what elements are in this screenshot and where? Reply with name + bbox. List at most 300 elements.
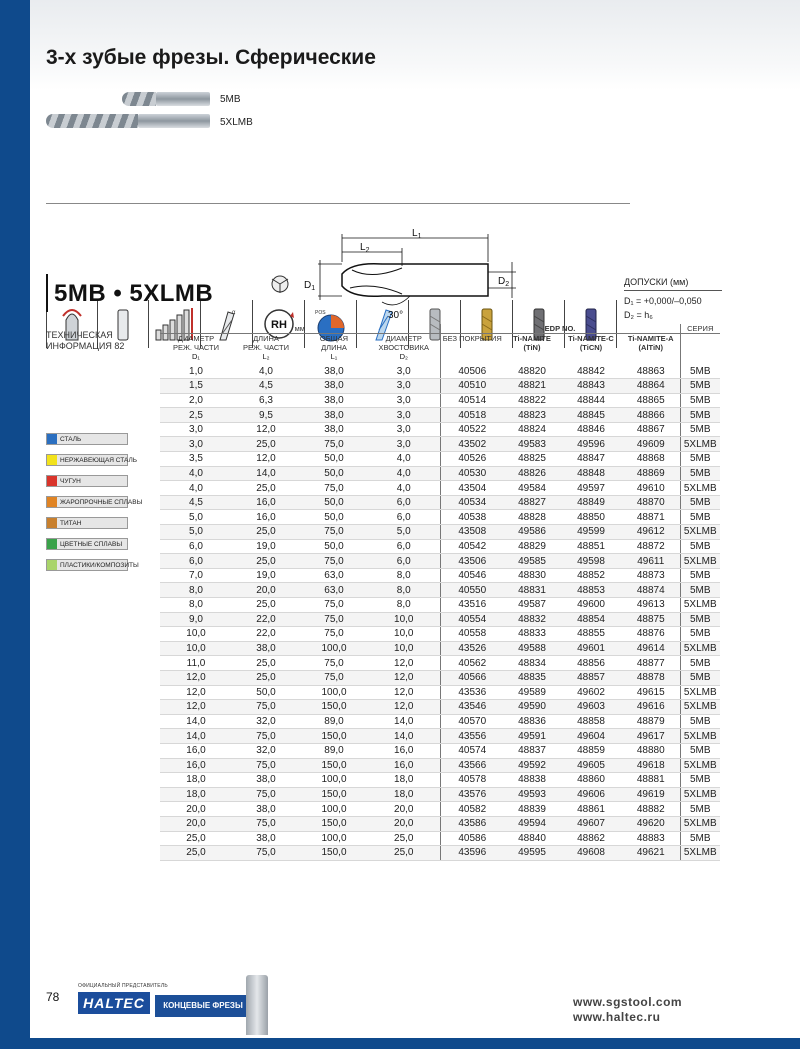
table-cell: 5XLMB <box>680 481 720 496</box>
table-cell: 89,0 <box>300 743 368 758</box>
l1-label: $L_1$ <box>412 228 422 240</box>
table-cell: 48850 <box>560 510 622 525</box>
table-cell: 10,0 <box>368 612 440 627</box>
table-cell: 49610 <box>622 481 680 496</box>
table-cell: 49614 <box>622 641 680 656</box>
table-cell: 63,0 <box>300 583 368 598</box>
material-non-ferrous: ЦВЕТНЫЕ СПЛАВЫ <box>46 538 128 550</box>
table-cell: 100,0 <box>300 802 368 817</box>
haltec-logo: HALTEC <box>78 992 150 1014</box>
table-row <box>160 583 720 598</box>
tool-label-5mb: 5MB <box>220 94 241 105</box>
table-cell: 5MB <box>680 393 720 408</box>
table-cell: 48874 <box>622 583 680 598</box>
table-cell: 5MB <box>680 408 720 423</box>
material-steel: СТАЛЬ <box>46 433 128 445</box>
table-row <box>160 641 720 656</box>
table-cell: 5XLMB <box>680 729 720 744</box>
table-cell: 75,0 <box>232 846 300 861</box>
table-cell: 49606 <box>560 787 622 802</box>
table-cell: 49593 <box>504 787 560 802</box>
material-swatch <box>47 455 57 465</box>
table-cell: 43566 <box>440 758 504 773</box>
table-cell: 100,0 <box>300 641 368 656</box>
table-cell: 48851 <box>560 539 622 554</box>
table-cell: 150,0 <box>300 758 368 773</box>
tolerances-title: ДОПУСКИ (мм) <box>624 277 689 287</box>
table-cell: 5XLMB <box>680 758 720 773</box>
table-cell: 8,0 <box>160 583 232 598</box>
table-cell: 16,0 <box>232 510 300 525</box>
table-cell: 49611 <box>622 554 680 569</box>
table-cell: 48880 <box>622 743 680 758</box>
table-cell: 49594 <box>504 816 560 831</box>
table-cell: 5MB <box>680 831 720 846</box>
table-cell: 5MB <box>680 627 720 642</box>
table-cell: 48834 <box>504 656 560 671</box>
table-cell: 38,0 <box>232 773 300 788</box>
table-cell: 43576 <box>440 787 504 802</box>
group-mm: мм <box>160 324 440 334</box>
table-cell: 100,0 <box>300 831 368 846</box>
table-cell: 100,0 <box>300 773 368 788</box>
table-cell: 48831 <box>504 583 560 598</box>
table-cell: 5XLMB <box>680 641 720 656</box>
table-cell: 5XLMB <box>680 787 720 802</box>
table-cell: 75,0 <box>300 670 368 685</box>
table-cell: 49603 <box>560 700 622 715</box>
rep-label: ОФИЦИАЛЬНЫЙ ПРЕДСТАВИТЕЛЬ <box>78 983 168 989</box>
table-cell: 11,0 <box>160 656 232 671</box>
table-cell: 43526 <box>440 641 504 656</box>
table-cell: 3,0 <box>368 437 440 452</box>
table-cell: 40550 <box>440 583 504 598</box>
table-cell: 4,0 <box>160 466 232 481</box>
table-cell: 3,0 <box>368 422 440 437</box>
table-cell: 25,0 <box>232 598 300 613</box>
table-cell: 49621 <box>622 846 680 861</box>
url-haltec[interactable]: www.haltec.ru <box>573 1010 661 1024</box>
table-cell: 19,0 <box>232 539 300 554</box>
table-cell: 48866 <box>622 408 680 423</box>
table-cell: 75,0 <box>300 437 368 452</box>
table-cell: 49600 <box>560 598 622 613</box>
table-cell: 5MB <box>680 568 720 583</box>
table-cell: 5XLMB <box>680 525 720 540</box>
table-cell: 40574 <box>440 743 504 758</box>
table-cell: 49586 <box>504 525 560 540</box>
table-cell: 150,0 <box>300 700 368 715</box>
material-composites: ПЛАСТИКИ/КОМПОЗИТЫ <box>46 559 128 571</box>
table-cell: 20,0 <box>232 583 300 598</box>
table-cell: 6,0 <box>368 510 440 525</box>
table-cell: 48827 <box>504 495 560 510</box>
table-cell: 40570 <box>440 714 504 729</box>
material-swatch <box>47 518 57 528</box>
col-header: ДИАМЕТР РЕЖ. ЧАСТИ D₁ <box>172 334 220 361</box>
table-cell: 4,0 <box>368 452 440 467</box>
divider <box>624 290 722 291</box>
table-cell: 5MB <box>680 379 720 394</box>
table-cell: 48836 <box>504 714 560 729</box>
angle-label: 30° <box>388 310 404 321</box>
table-row <box>160 802 720 817</box>
table-cell: 25,0 <box>160 831 232 846</box>
col-header: ОБЩАЯ ДЛИНА L₁ <box>319 334 349 361</box>
table-cell: 43596 <box>440 846 504 861</box>
table-cell: 1,5 <box>160 379 232 394</box>
table-cell: 5MB <box>680 656 720 671</box>
table-cell: 48847 <box>560 452 622 467</box>
table-row <box>160 612 720 627</box>
table-row <box>160 466 720 481</box>
table-cell: 43586 <box>440 816 504 831</box>
table-row <box>160 743 720 758</box>
table-cell: 38,0 <box>300 422 368 437</box>
table-cell: 100,0 <box>300 685 368 700</box>
material-stainless: НЕРЖАВЕЮЩАЯ СТАЛЬ <box>46 454 128 466</box>
table-cell: 5MB <box>680 452 720 467</box>
table-cell: 40526 <box>440 452 504 467</box>
table-cell: 25,0 <box>232 554 300 569</box>
table-cell: 43516 <box>440 598 504 613</box>
table-cell: 48835 <box>504 670 560 685</box>
table-cell: 49584 <box>504 481 560 496</box>
table-cell: 48849 <box>560 495 622 510</box>
material-swatch <box>47 476 57 486</box>
table-cell: 43536 <box>440 685 504 700</box>
col-header: ДЛИНА РЕЖ. ЧАСТИ L₂ <box>242 334 290 361</box>
table-cell: 38,0 <box>232 641 300 656</box>
table-cell: 48878 <box>622 670 680 685</box>
table-cell: 75,0 <box>232 787 300 802</box>
table-row <box>160 525 720 540</box>
table-cell: 49605 <box>560 758 622 773</box>
table-cell: 49619 <box>622 787 680 802</box>
table-cell: 5MB <box>680 539 720 554</box>
table-cell: 5XLMB <box>680 437 720 452</box>
table-cell: 48842 <box>560 364 622 379</box>
table-cell: 3,0 <box>160 422 232 437</box>
table-cell: 25,0 <box>232 437 300 452</box>
material-heat-resistant: ЖАРОПРОЧНЫЕ СПЛАВЫ <box>46 496 128 508</box>
table-row <box>160 481 720 496</box>
table-cell: 8,0 <box>368 568 440 583</box>
table-row <box>160 787 720 802</box>
table-cell: 7,0 <box>160 568 232 583</box>
table-cell: 48846 <box>560 422 622 437</box>
table-cell: 49587 <box>504 598 560 613</box>
table-row <box>160 598 720 613</box>
table-cell: 40538 <box>440 510 504 525</box>
table-cell: 50,0 <box>300 495 368 510</box>
table-cell: 48833 <box>504 627 560 642</box>
table-cell: 8,0 <box>160 598 232 613</box>
table-cell: 48852 <box>560 568 622 583</box>
table-cell: 25,0 <box>232 656 300 671</box>
table-cell: 75,0 <box>300 598 368 613</box>
table-cell: 12,0 <box>368 700 440 715</box>
d2-label: $D_2$ <box>498 276 510 288</box>
table-cell: 40582 <box>440 802 504 817</box>
table-cell: 150,0 <box>300 816 368 831</box>
table-cell: 48869 <box>622 466 680 481</box>
table-cell: 48881 <box>622 773 680 788</box>
table-row <box>160 568 720 583</box>
col-header: Ti-NAMITE (TiN) <box>513 334 551 352</box>
table-cell: 3,0 <box>160 437 232 452</box>
table-cell: 5XLMB <box>680 598 720 613</box>
table-cell: 48855 <box>560 627 622 642</box>
table-cell: 75,0 <box>300 554 368 569</box>
material-cast-iron: ЧУГУН <box>46 475 128 487</box>
table-cell: 40578 <box>440 773 504 788</box>
table-cell: 16,0 <box>160 743 232 758</box>
material-swatch <box>47 560 57 570</box>
table-cell: 2,0 <box>160 393 232 408</box>
table-cell: 48848 <box>560 466 622 481</box>
table-cell: 5MB <box>680 510 720 525</box>
table-cell: 25,0 <box>368 846 440 861</box>
table-cell: 38,0 <box>300 379 368 394</box>
table-cell: 40534 <box>440 495 504 510</box>
table-cell: 5XLMB <box>680 685 720 700</box>
table-cell: 40518 <box>440 408 504 423</box>
table-cell: 48840 <box>504 831 560 846</box>
table-cell: 20,0 <box>160 802 232 817</box>
table-cell: 49602 <box>560 685 622 700</box>
table-cell: 12,0 <box>368 685 440 700</box>
table-cell: 49596 <box>560 437 622 452</box>
group-edp: EDP NO. <box>440 324 680 334</box>
table-cell: 8,0 <box>368 598 440 613</box>
table-cell: 5MB <box>680 364 720 379</box>
table-cell: 22,0 <box>232 627 300 642</box>
table-cell: 5XLMB <box>680 554 720 569</box>
table-cell: 49616 <box>622 700 680 715</box>
table-cell: 48837 <box>504 743 560 758</box>
table-cell: 14,0 <box>368 714 440 729</box>
table-cell: 10,0 <box>368 641 440 656</box>
table-cell: 12,0 <box>232 452 300 467</box>
tool-label-5xlmb: 5XLMB <box>220 117 253 128</box>
table-cell: 6,0 <box>368 495 440 510</box>
table-cell: 12,0 <box>368 670 440 685</box>
table-cell: 48845 <box>560 408 622 423</box>
table-cell: 48825 <box>504 452 560 467</box>
table-cell: 3,0 <box>368 408 440 423</box>
table-cell: 38,0 <box>232 831 300 846</box>
table-cell: 48844 <box>560 393 622 408</box>
table-cell: 16,0 <box>232 495 300 510</box>
table-cell: 150,0 <box>300 846 368 861</box>
table-cell: 20,0 <box>368 816 440 831</box>
category-label: КОНЦЕВЫЕ ФРЕЗЫ <box>155 995 251 1017</box>
table-cell: 49591 <box>504 729 560 744</box>
table-cell: 40546 <box>440 568 504 583</box>
table-cell: 43502 <box>440 437 504 452</box>
table-cell: 48876 <box>622 627 680 642</box>
table-cell: 20,0 <box>368 802 440 817</box>
table-cell: 16,0 <box>160 758 232 773</box>
table-cell: 50,0 <box>232 685 300 700</box>
table-cell: 14,0 <box>160 714 232 729</box>
table-cell: 48864 <box>622 379 680 394</box>
table-row <box>160 685 720 700</box>
table-row <box>160 773 720 788</box>
table-cell: 63,0 <box>300 568 368 583</box>
tolerance-d2: D₂ = h₆ <box>624 310 653 320</box>
table-body <box>160 364 720 860</box>
table-cell: 48822 <box>504 393 560 408</box>
table-row <box>160 539 720 554</box>
material-swatch <box>47 497 57 507</box>
product-table <box>160 324 720 861</box>
table-cell: 16,0 <box>368 743 440 758</box>
table-cell: 12,0 <box>160 670 232 685</box>
table-cell: 75,0 <box>300 612 368 627</box>
table-cell: 48838 <box>504 773 560 788</box>
table-row <box>160 422 720 437</box>
table-cell: 48875 <box>622 612 680 627</box>
table-row <box>160 437 720 452</box>
table-row <box>160 846 720 861</box>
table-cell: 4,0 <box>232 364 300 379</box>
table-cell: 1,0 <box>160 364 232 379</box>
table-cell: 48856 <box>560 656 622 671</box>
l2-label: $L_2$ <box>360 242 370 254</box>
table-cell: 48823 <box>504 408 560 423</box>
tech-info-link[interactable]: ТЕХНИЧЕСКАЯ ИНФОРМАЦИЯ 82 <box>46 330 125 351</box>
table-row <box>160 408 720 423</box>
table-row <box>160 393 720 408</box>
table-cell: 48871 <box>622 510 680 525</box>
table-cell: 40542 <box>440 539 504 554</box>
table-cell: 48826 <box>504 466 560 481</box>
header-band <box>30 0 800 90</box>
table-cell: 48882 <box>622 802 680 817</box>
table-row <box>160 627 720 642</box>
table-cell: 48854 <box>560 612 622 627</box>
table-cell: 40554 <box>440 612 504 627</box>
table-cell: 38,0 <box>300 364 368 379</box>
table-cell: 49607 <box>560 816 622 831</box>
category-tool-icon <box>246 975 268 1035</box>
table-cell: 50,0 <box>300 452 368 467</box>
table-cell: 49595 <box>504 846 560 861</box>
table-header-row <box>160 334 720 365</box>
table-cell: 12,0 <box>232 422 300 437</box>
table-cell: 4,0 <box>160 481 232 496</box>
table-cell: 9,0 <box>160 612 232 627</box>
table-cell: 75,0 <box>300 481 368 496</box>
table-cell: 5XLMB <box>680 700 720 715</box>
tolerance-d1: D₁ = +0,000/–0,050 <box>624 296 702 306</box>
table-cell: 43506 <box>440 554 504 569</box>
material-titanium: ТИТАН <box>46 517 128 529</box>
table-cell: 48857 <box>560 670 622 685</box>
svg-text:POS: POS <box>315 310 326 316</box>
table-cell: 6,0 <box>368 554 440 569</box>
svg-text:α: α <box>232 310 236 316</box>
table-cell: 22,0 <box>232 612 300 627</box>
table-cell: 18,0 <box>160 787 232 802</box>
table-cell: 25,0 <box>232 525 300 540</box>
table-cell: 40510 <box>440 379 504 394</box>
table-cell: 40514 <box>440 393 504 408</box>
table-cell: 48870 <box>622 495 680 510</box>
table-cell: 32,0 <box>232 714 300 729</box>
table-cell: 43546 <box>440 700 504 715</box>
table-cell: 48853 <box>560 583 622 598</box>
table-cell: 48860 <box>560 773 622 788</box>
table-cell: 40566 <box>440 670 504 685</box>
table-cell: 49588 <box>504 641 560 656</box>
table-cell: 48829 <box>504 539 560 554</box>
table-cell: 150,0 <box>300 729 368 744</box>
table-cell: 43504 <box>440 481 504 496</box>
tool-image-5xlmb <box>46 114 210 128</box>
table-cell: 3,0 <box>368 364 440 379</box>
table-cell: 5MB <box>680 583 720 598</box>
table-cell: 49604 <box>560 729 622 744</box>
table-cell: 49601 <box>560 641 622 656</box>
table-cell: 49620 <box>622 816 680 831</box>
table-cell: 8,0 <box>368 583 440 598</box>
table-cell: 5MB <box>680 466 720 481</box>
table-cell: 48865 <box>622 393 680 408</box>
table-cell: 48872 <box>622 539 680 554</box>
table-cell: 150,0 <box>300 787 368 802</box>
table-cell: 16,0 <box>368 758 440 773</box>
table-cell: 19,0 <box>232 568 300 583</box>
table-cell: 75,0 <box>232 729 300 744</box>
bottom-strip <box>30 1038 800 1049</box>
table-cell: 49583 <box>504 437 560 452</box>
table-cell: 48821 <box>504 379 560 394</box>
table-cell: 18,0 <box>368 787 440 802</box>
table-cell: 5,0 <box>160 510 232 525</box>
table-cell: 6,3 <box>232 393 300 408</box>
left-color-bar <box>0 0 30 1049</box>
table-cell: 5MB <box>680 714 720 729</box>
table-group-row <box>160 324 720 334</box>
table-cell: 5XLMB <box>680 816 720 831</box>
table-cell: 40586 <box>440 831 504 846</box>
table-row <box>160 758 720 773</box>
table-cell: 5MB <box>680 670 720 685</box>
table-cell: 4,5 <box>232 379 300 394</box>
table-cell: 48861 <box>560 802 622 817</box>
url-sgstool[interactable]: www.sgstool.com <box>573 995 683 1009</box>
table-row <box>160 379 720 394</box>
table-cell: 48828 <box>504 510 560 525</box>
table-cell: 5MB <box>680 422 720 437</box>
table-cell: 49589 <box>504 685 560 700</box>
table-cell: 48877 <box>622 656 680 671</box>
table-cell: 49598 <box>560 554 622 569</box>
table-cell: 3,0 <box>368 393 440 408</box>
table-cell: 48839 <box>504 802 560 817</box>
table-cell: 5,0 <box>160 525 232 540</box>
table-cell: 2,5 <box>160 408 232 423</box>
table-row <box>160 714 720 729</box>
table-cell: 49617 <box>622 729 680 744</box>
table-row <box>160 656 720 671</box>
table-cell: 49609 <box>622 437 680 452</box>
table-cell: 5MB <box>680 743 720 758</box>
table-row <box>160 510 720 525</box>
